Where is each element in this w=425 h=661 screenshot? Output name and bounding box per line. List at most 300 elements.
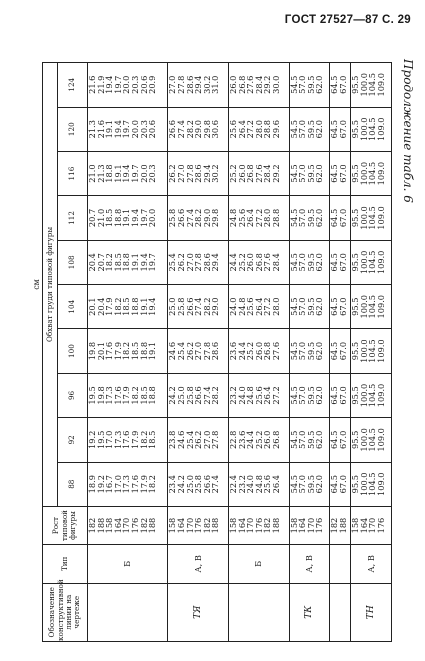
value: 100.0 [358, 339, 369, 363]
value: 18.8 [129, 297, 140, 316]
col-girth: 112 [58, 196, 88, 240]
value: 104.5 [367, 161, 378, 186]
value: 26.4 [236, 120, 247, 139]
height-value: 170 [305, 517, 316, 534]
value: 19.1 [147, 341, 158, 361]
value: 25.2 [245, 341, 256, 361]
value: 23.6 [236, 430, 247, 449]
value-cell [88, 373, 168, 417]
value: 109.0 [375, 73, 386, 97]
value: 24.0 [227, 297, 238, 316]
value: 59.5 [305, 341, 316, 361]
value: 21.6 [95, 120, 106, 139]
value: 19.1 [138, 297, 149, 316]
value: 17.0 [104, 430, 115, 449]
value-cell [289, 285, 330, 329]
designation-cell [228, 583, 289, 641]
height-value: 182 [87, 517, 97, 534]
height-value: 164 [236, 517, 247, 534]
value: 59.5 [305, 430, 316, 449]
value: 67.0 [337, 120, 348, 139]
value: 57.0 [297, 120, 308, 139]
table-group-row [289, 63, 330, 642]
value: 24.8 [227, 208, 238, 228]
value: 95.5 [350, 253, 361, 272]
value-cell [289, 196, 330, 240]
value: 95.5 [350, 164, 361, 183]
height-value: 176 [314, 517, 325, 534]
value: 17.6 [121, 430, 132, 449]
value: 19.7 [112, 75, 123, 94]
value: 109.0 [375, 428, 386, 452]
value: 23.6 [227, 341, 238, 361]
value: 24.8 [253, 475, 264, 494]
value: 64.5 [329, 297, 340, 316]
designation-cell [88, 583, 168, 641]
height-cell [289, 506, 330, 544]
value: 18.2 [138, 430, 149, 449]
continuation-text: Продолжение табл. 6 [401, 59, 415, 203]
height-value: 182 [201, 517, 212, 534]
table-continuation-caption [398, 46, 418, 216]
value: 27.4 [175, 120, 186, 139]
value: 26.2 [193, 430, 204, 449]
value-cell [88, 418, 168, 462]
value-cell [228, 240, 289, 284]
value: 95.5 [350, 475, 361, 494]
value: 18.8 [104, 164, 115, 183]
value: 64.5 [329, 475, 340, 494]
value-cell [88, 329, 168, 373]
value: 27.6 [253, 164, 264, 183]
value: 64.5 [329, 75, 340, 94]
value: 57.0 [297, 386, 308, 405]
value: 28.2 [201, 297, 212, 316]
value-cell [351, 107, 392, 151]
value: 67.0 [337, 208, 348, 228]
value-cell [168, 373, 229, 417]
value: 23.2 [236, 475, 247, 494]
value: 25.4 [167, 253, 178, 272]
value: 67.0 [337, 297, 348, 316]
value-cell [88, 462, 168, 506]
value: 19.1 [129, 253, 140, 272]
table-frame [32, 62, 392, 642]
value: 24.4 [227, 253, 238, 272]
value-cell [228, 63, 289, 108]
value: 23.4 [167, 475, 178, 494]
value-cell [289, 63, 330, 108]
height-cell [228, 506, 289, 544]
value: 109.0 [375, 117, 386, 141]
value-cell [228, 329, 289, 373]
height-cell [351, 506, 392, 544]
value: 95.5 [350, 297, 361, 316]
value: 27.8 [210, 430, 221, 449]
value: 54.5 [288, 386, 299, 405]
value: 18.5 [121, 297, 132, 316]
value: 28.2 [193, 208, 204, 228]
value: 30.0 [270, 75, 281, 94]
value: 19.7 [129, 164, 140, 183]
value: 26.6 [175, 208, 186, 228]
height-value: 164 [112, 517, 123, 534]
value: 57.0 [297, 253, 308, 272]
value: 18.2 [104, 253, 115, 272]
table-group-row [351, 63, 392, 642]
value: 18.5 [138, 386, 149, 405]
value: 20.6 [138, 75, 149, 94]
value: 21.0 [87, 164, 97, 183]
value: 100.0 [358, 73, 369, 97]
type-cell: А, В [289, 545, 330, 583]
value: 104.5 [367, 339, 378, 363]
value: 67.0 [337, 75, 348, 94]
value: 54.5 [288, 208, 299, 228]
value: 25.0 [167, 297, 178, 316]
value: 95.5 [350, 75, 361, 94]
value: 17.3 [112, 430, 123, 449]
value: 95.5 [350, 430, 361, 449]
value: 59.5 [305, 475, 316, 494]
value: 22.4 [227, 475, 238, 494]
value-cell [168, 418, 229, 462]
value: 19.2 [95, 475, 106, 494]
value-cell [228, 107, 289, 151]
value: 100.0 [358, 117, 369, 141]
value: 54.5 [288, 75, 299, 94]
designation-cell: ТЯ [168, 583, 229, 641]
value: 24.2 [167, 386, 178, 405]
value: 104.5 [367, 294, 378, 319]
value: 19.4 [138, 253, 149, 272]
value: 67.0 [337, 386, 348, 405]
value: 19.1 [104, 120, 115, 139]
value: 28.4 [253, 75, 264, 94]
value: 19.5 [87, 386, 97, 405]
value: 109.0 [375, 339, 386, 363]
value-cell [168, 240, 229, 284]
value: 26.2 [175, 253, 186, 272]
value: 59.5 [305, 164, 316, 183]
value-cell [168, 462, 229, 506]
value: 54.5 [288, 253, 299, 272]
value: 28.4 [270, 253, 281, 272]
value: 27.0 [193, 341, 204, 361]
value: 27.6 [270, 341, 281, 361]
value: 95.5 [350, 208, 361, 228]
value: 20.1 [87, 297, 97, 316]
value: 20.0 [138, 164, 149, 183]
value: 31.0 [210, 75, 221, 94]
value: 20.7 [95, 253, 106, 272]
value: 25.4 [184, 430, 195, 449]
value: 21.3 [95, 164, 106, 183]
value: 59.5 [305, 297, 316, 316]
value: 27.4 [210, 475, 221, 494]
height-value: 188 [210, 517, 221, 534]
dimension-table [32, 62, 392, 642]
value: 26.6 [193, 386, 204, 405]
value: 20.4 [87, 253, 97, 272]
value-cell [330, 63, 351, 108]
value: 24.6 [167, 341, 178, 361]
value: 17.9 [104, 297, 115, 316]
value-cell [289, 373, 330, 417]
value: 57.0 [297, 430, 308, 449]
designation-cell [330, 583, 351, 641]
value-cell [168, 63, 229, 108]
value: 19.1 [112, 164, 123, 183]
col-girth: 120 [58, 107, 88, 151]
value: 29.0 [193, 120, 204, 139]
value: 23.2 [227, 386, 238, 405]
value-cell [168, 196, 229, 240]
value: 21.3 [87, 120, 97, 139]
value: 104.5 [367, 250, 378, 275]
type-cell: А, В [351, 545, 392, 583]
value: 62.0 [314, 120, 325, 139]
value: 25.4 [175, 341, 186, 361]
value-cell [351, 63, 392, 108]
type-cell: Б [88, 545, 168, 583]
value-cell [351, 373, 392, 417]
value: 19.7 [121, 120, 132, 139]
value: 26.0 [227, 75, 238, 94]
value: 64.5 [329, 120, 340, 139]
value: 62.0 [314, 341, 325, 361]
value: 26.4 [262, 386, 273, 405]
value-cell [330, 285, 351, 329]
value: 20.0 [121, 75, 132, 94]
value: 109.0 [375, 250, 386, 275]
value-cell [228, 418, 289, 462]
value: 109.0 [375, 161, 386, 186]
value: 54.5 [288, 341, 299, 361]
value: 95.5 [350, 341, 361, 361]
value-cell [228, 196, 289, 240]
value: 26.0 [253, 341, 264, 361]
value: 19.4 [121, 164, 132, 183]
value-cell [330, 151, 351, 195]
value: 29.2 [262, 75, 273, 94]
value: 27.4 [193, 297, 204, 316]
value: 18.5 [147, 430, 158, 449]
value: 16.7 [104, 475, 115, 494]
value: 27.4 [184, 208, 195, 228]
value: 25.2 [227, 164, 238, 183]
value: 27.2 [270, 386, 281, 405]
value: 27.8 [193, 253, 204, 272]
value: 29.4 [201, 164, 212, 183]
value: 20.4 [95, 297, 106, 316]
table-group-row [88, 63, 168, 642]
value: 26.0 [262, 430, 273, 449]
value: 100.0 [358, 250, 369, 275]
value-cell [351, 285, 392, 329]
value: 28.0 [262, 208, 273, 228]
value-cell [228, 462, 289, 506]
value: 27.2 [262, 297, 273, 316]
value: 26.0 [245, 253, 256, 272]
value: 29.4 [210, 253, 221, 272]
value: 18.5 [129, 341, 140, 361]
col-girth: 88 [58, 462, 88, 506]
value-cell [228, 285, 289, 329]
table-group-row [330, 63, 351, 642]
value: 17.6 [129, 475, 140, 494]
value: 18.2 [112, 297, 123, 316]
value: 57.0 [297, 341, 308, 361]
value: 17.6 [112, 386, 123, 405]
value: 26.8 [245, 164, 256, 183]
value: 67.0 [337, 253, 348, 272]
height-value: 158 [167, 517, 178, 534]
value: 57.0 [297, 475, 308, 494]
value: 59.5 [305, 75, 316, 94]
value: 30.6 [210, 120, 221, 139]
value: 19.4 [104, 75, 115, 94]
value: 57.0 [297, 164, 308, 183]
value: 25.0 [184, 475, 195, 494]
value: 20.6 [147, 120, 158, 139]
value: 19.8 [95, 386, 106, 405]
value: 26.4 [270, 475, 281, 494]
value: 27.6 [262, 253, 273, 272]
value: 109.0 [375, 206, 386, 230]
value: 26.6 [167, 120, 178, 139]
value-cell [289, 329, 330, 373]
value-cell [289, 418, 330, 462]
unit-row [32, 63, 43, 642]
col-girth: 100 [58, 329, 88, 373]
value: 29.0 [210, 297, 221, 316]
unit-spacer [32, 506, 43, 641]
value: 28.0 [253, 120, 264, 139]
value: 64.5 [329, 208, 340, 228]
value: 26.0 [236, 164, 247, 183]
value: 21.6 [87, 75, 97, 94]
value: 100.0 [358, 161, 369, 186]
value: 27.6 [245, 75, 256, 94]
value: 27.8 [201, 341, 212, 361]
value: 27.8 [175, 75, 186, 94]
value: 67.0 [337, 341, 348, 361]
value: 18.5 [112, 253, 123, 272]
value: 62.0 [314, 386, 325, 405]
value: 26.8 [236, 75, 247, 94]
col-girth-group: Обхват груди типовой фигуры [43, 63, 58, 507]
value: 24.0 [245, 475, 256, 494]
value: 26.8 [253, 253, 264, 272]
value: 17.9 [138, 475, 149, 494]
value: 20.1 [95, 341, 106, 361]
value: 17.6 [104, 341, 115, 361]
value: 23.8 [167, 430, 178, 449]
value: 62.0 [314, 208, 325, 228]
height-value: 176 [129, 517, 140, 534]
value: 19.7 [138, 208, 149, 228]
value: 21.9 [95, 75, 106, 94]
value: 20.7 [87, 208, 97, 228]
value-cell [289, 240, 330, 284]
value: 26.4 [245, 208, 256, 228]
height-value: 188 [270, 517, 281, 534]
value: 20.9 [147, 75, 158, 94]
value: 28.2 [184, 120, 195, 139]
value-cell [289, 462, 330, 506]
col-girth: 96 [58, 373, 88, 417]
value: 29.6 [270, 120, 281, 139]
height-value: 176 [375, 517, 386, 534]
value: 25.8 [175, 297, 186, 316]
value: 28.6 [193, 164, 204, 183]
value: 28.0 [270, 297, 281, 316]
designation-cell: ТН [351, 583, 392, 641]
value: 109.0 [375, 383, 386, 408]
height-cell [88, 506, 168, 544]
value: 26.2 [184, 341, 195, 361]
value: 54.5 [288, 164, 299, 183]
value: 30.2 [201, 75, 212, 94]
height-value: 158 [227, 517, 238, 534]
value-cell [88, 240, 168, 284]
value: 104.5 [367, 472, 378, 496]
unit-label: см [31, 279, 41, 290]
height-value: 170 [367, 517, 378, 534]
value: 18.5 [104, 208, 115, 228]
value: 57.0 [297, 208, 308, 228]
value: 25.2 [253, 430, 264, 449]
value: 29.2 [270, 164, 281, 183]
col-girth: 104 [58, 285, 88, 329]
value: 25.8 [167, 208, 178, 228]
value: 18.2 [129, 386, 140, 405]
value: 19.4 [147, 297, 158, 316]
value-cell [351, 240, 392, 284]
value: 54.5 [288, 430, 299, 449]
value-cell [351, 462, 392, 506]
value: 17.9 [129, 430, 140, 449]
value: 27.2 [253, 208, 264, 228]
value: 20.3 [129, 75, 140, 94]
value: 17.9 [112, 341, 123, 361]
table-group-row [168, 63, 229, 642]
height-value: 176 [253, 517, 264, 534]
table-group-row [228, 63, 289, 642]
value: 19.4 [112, 120, 123, 139]
value: 28.4 [262, 164, 273, 183]
value: 67.0 [337, 164, 348, 183]
value: 20.3 [138, 120, 149, 139]
value: 54.5 [288, 475, 299, 494]
height-value: 188 [95, 517, 106, 534]
col-type: Тип [43, 545, 88, 583]
value: 18.8 [121, 253, 132, 272]
value: 24.4 [236, 341, 247, 361]
value: 64.5 [329, 341, 340, 361]
value: 27.0 [201, 430, 212, 449]
height-value: 182 [262, 517, 273, 534]
height-value: 164 [297, 517, 308, 534]
col-girth: 116 [58, 151, 88, 195]
value: 28.6 [201, 253, 212, 272]
col-height: Рост типовой фигуры [43, 506, 88, 544]
value: 17.0 [112, 475, 123, 494]
value: 27.0 [184, 253, 195, 272]
height-value: 170 [245, 517, 256, 534]
value: 104.5 [367, 428, 378, 452]
